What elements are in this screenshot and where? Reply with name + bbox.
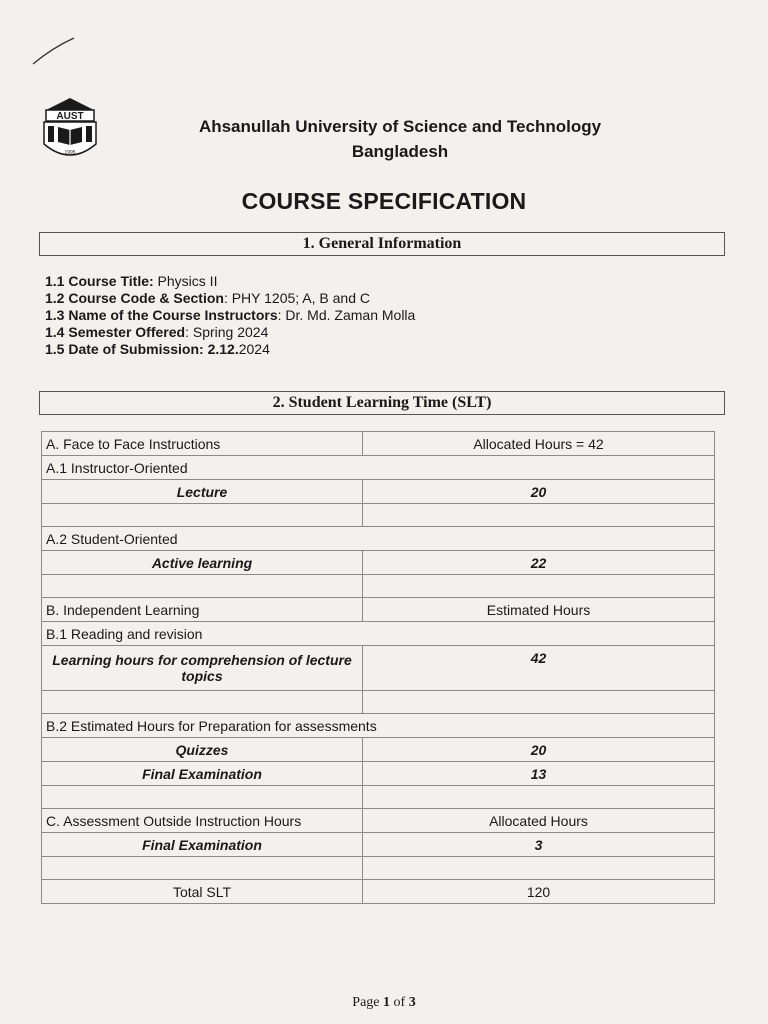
- table-cell: Lecture: [42, 480, 363, 504]
- page-total: 3: [408, 995, 416, 1010]
- info-semester: [45, 324, 415, 341]
- info-course-title: [45, 273, 415, 290]
- table-cell: B.1 Reading and revision: [42, 622, 715, 646]
- university-logo-icon: [40, 94, 100, 166]
- info-label: 1.4 Semester Offered: [45, 324, 186, 340]
- table-cell: Learning hours for comprehension of lecture topics: [42, 646, 363, 691]
- info-label: 1.3 Name of the Course Instructors: [45, 307, 278, 323]
- table-cell: 3: [363, 833, 715, 857]
- info-course-code: [45, 290, 415, 307]
- table-cell: Allocated Hours: [363, 809, 715, 833]
- table-row: [42, 762, 715, 786]
- table-cell: 22: [363, 551, 715, 575]
- info-value: : Dr. Md. Zaman Molla: [277, 307, 416, 323]
- university-country: Bangladesh: [351, 142, 449, 161]
- table-cell: Quizzes: [42, 738, 363, 762]
- info-value: Physics II: [153, 273, 218, 289]
- table-cell: A.1 Instructor-Oriented: [42, 456, 715, 480]
- table-row: [42, 857, 715, 880]
- table-cell: Final Examination: [42, 762, 363, 786]
- page-number: 1: [383, 995, 391, 1010]
- section-1-heading: 1. General Information: [39, 232, 725, 256]
- table-row: [42, 432, 715, 456]
- logo-text: AUST: [56, 111, 84, 122]
- slt-table: [41, 431, 715, 904]
- table-cell: 13: [363, 762, 715, 786]
- table-cell: [363, 857, 715, 880]
- table-row: [42, 646, 715, 691]
- table-row: [42, 786, 715, 809]
- table-cell: A. Face to Face Instructions: [42, 432, 363, 456]
- table-cell: Estimated Hours: [363, 598, 715, 622]
- table-cell: 42: [363, 646, 715, 691]
- info-label: 1.2 Course Code & Section: [45, 290, 224, 306]
- page-mid: of: [390, 995, 409, 1010]
- table-cell: Allocated Hours = 42: [363, 432, 715, 456]
- pen-mark: [30, 36, 80, 68]
- info-value: 2024: [238, 341, 270, 357]
- table-row: [42, 714, 715, 738]
- table-cell: 20: [363, 738, 715, 762]
- table-cell: B.2 Estimated Hours for Preparation for assessments: [42, 714, 715, 738]
- university-name: Ahsanullah University of Science and Technology: [198, 117, 602, 136]
- table-cell: [42, 691, 363, 714]
- table-cell: [363, 575, 715, 598]
- table-cell: Final Examination: [42, 833, 363, 857]
- table-row: [42, 456, 715, 480]
- table-row: [42, 504, 715, 527]
- info-submission-date: [45, 341, 415, 358]
- general-info-list: [45, 273, 415, 358]
- table-cell: [42, 575, 363, 598]
- table-row: [42, 880, 715, 904]
- table-cell: [363, 504, 715, 527]
- table-cell: B. Independent Learning: [42, 598, 363, 622]
- table-row: [42, 551, 715, 575]
- section-2-heading: 2. Student Learning Time (SLT): [39, 391, 725, 415]
- info-value: : Spring 2024: [185, 324, 269, 340]
- table-row: [42, 809, 715, 833]
- university-header: [100, 114, 700, 164]
- table-row: [42, 691, 715, 714]
- table-cell: C. Assessment Outside Instruction Hours: [42, 809, 363, 833]
- document-title: COURSE SPECIFICATION: [241, 188, 527, 214]
- table-row: [42, 527, 715, 551]
- table-row: [42, 622, 715, 646]
- table-cell: 20: [363, 480, 715, 504]
- table-cell: [42, 857, 363, 880]
- table-cell: 120: [363, 880, 715, 904]
- table-cell: Active learning: [42, 551, 363, 575]
- table-cell: [363, 786, 715, 809]
- info-value: : PHY 1205; A, B and C: [223, 290, 370, 306]
- table-cell: Total SLT: [42, 880, 363, 904]
- page-prefix: Page: [352, 995, 384, 1010]
- info-label: 1.5 Date of Submission: 2.12.: [45, 341, 239, 357]
- info-label: 1.1 Course Title:: [45, 273, 154, 289]
- table-row: [42, 833, 715, 857]
- page-footer: [0, 995, 768, 1011]
- info-instructors: [45, 307, 415, 324]
- table-row: [42, 480, 715, 504]
- table-row: [42, 598, 715, 622]
- logo-year: 1995: [64, 150, 76, 156]
- table-cell: [42, 504, 363, 527]
- table-cell: A.2 Student-Oriented: [42, 527, 715, 551]
- table-cell: [363, 691, 715, 714]
- table-cell: [42, 786, 363, 809]
- table-row: [42, 575, 715, 598]
- table-row: [42, 738, 715, 762]
